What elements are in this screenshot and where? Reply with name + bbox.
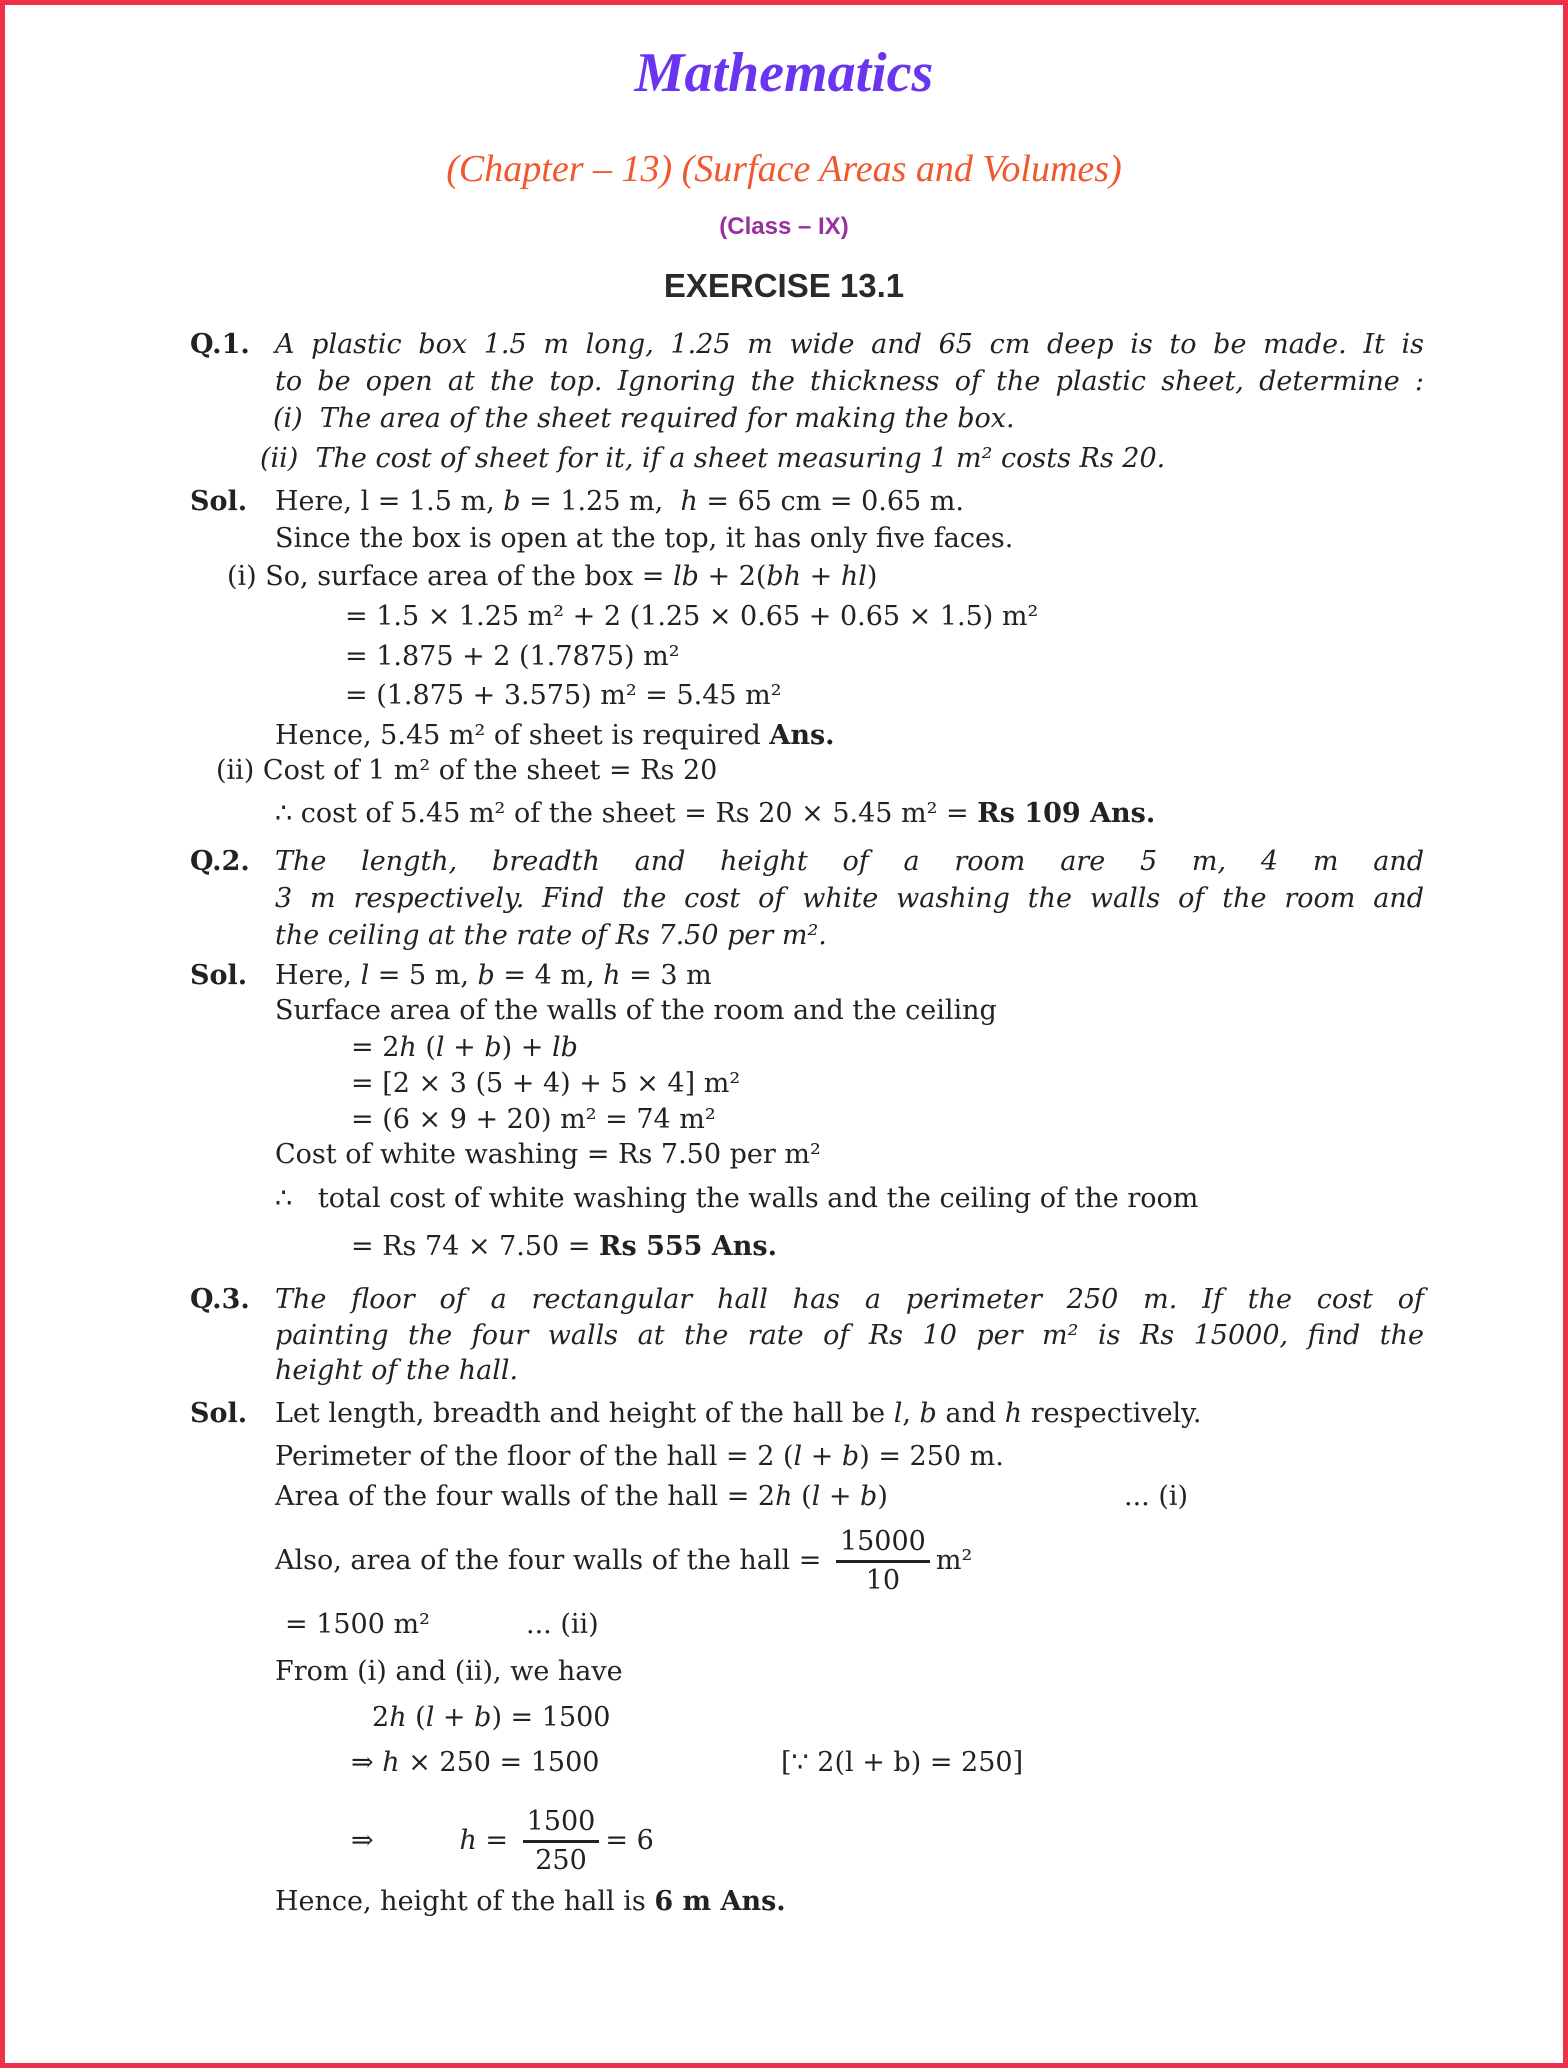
text-segment: ( bbox=[792, 1481, 812, 1512]
italic-text: lb bbox=[551, 1032, 578, 1063]
text-line bbox=[275, 992, 997, 1030]
italic-text: A plastic box 1.5 m long, 1.25 m wide and 65 cm deep is to be made. It is bbox=[275, 329, 1424, 360]
italic-text: h bbox=[1004, 1398, 1023, 1429]
italic-text: h bbox=[389, 1702, 407, 1733]
text-line bbox=[216, 752, 717, 790]
italic-text: l bbox=[435, 1032, 445, 1063]
text-line bbox=[260, 440, 1165, 478]
denominator: 10 bbox=[865, 1565, 901, 1596]
text-segment: Surface area of the walls of the room and the ceiling bbox=[275, 995, 997, 1026]
exercise-heading: EXERCISE 13.1 bbox=[663, 267, 905, 304]
text-segment: + 2( bbox=[698, 561, 767, 592]
text-segment: = 5 m, bbox=[369, 960, 478, 991]
text-segment: Also, area of the four walls of the hall = bbox=[275, 1545, 830, 1576]
text-segment: = (1.875 + 3.575) m² = 5.45 m² bbox=[345, 680, 782, 711]
fraction bbox=[836, 1524, 930, 1599]
text-line bbox=[275, 1438, 1004, 1476]
text-segment: ⇒ bbox=[351, 1825, 460, 1856]
text-segment: ) = 250 m. bbox=[859, 1441, 1004, 1472]
text-line bbox=[275, 1136, 821, 1174]
question-label: Q.3. bbox=[190, 1284, 250, 1315]
text-line bbox=[275, 843, 1424, 881]
text-segment: (ii) Cost of 1 m² of the sheet = Rs 20 bbox=[216, 755, 718, 786]
italic-text: b bbox=[484, 1032, 502, 1063]
answer-text: Rs 555 Ans. bbox=[599, 1231, 778, 1262]
text-line bbox=[345, 638, 680, 676]
text-line bbox=[345, 677, 782, 715]
text-line bbox=[285, 1606, 430, 1644]
italic-text: h bbox=[603, 960, 621, 991]
text-line bbox=[273, 400, 1015, 438]
class-label: (Class – IX) bbox=[719, 213, 849, 240]
italic-text: height of the hall. bbox=[275, 1355, 519, 1386]
italic-text: l bbox=[425, 1702, 435, 1733]
text-segment: ⇒ bbox=[351, 1747, 383, 1778]
text-segment: ) + bbox=[501, 1032, 552, 1063]
question-label: Q.1. bbox=[190, 329, 250, 360]
question-label: Q.2. bbox=[190, 846, 250, 877]
text-segment: , bbox=[902, 1398, 920, 1429]
italic-text: lb bbox=[672, 561, 699, 592]
answer-text: 6 m Ans. bbox=[654, 1886, 786, 1917]
text-segment: + bbox=[444, 1032, 485, 1063]
text-line bbox=[351, 1029, 578, 1067]
text-segment: + bbox=[434, 1702, 475, 1733]
text-segment: + bbox=[802, 1441, 842, 1472]
numerator: 1500 bbox=[523, 1804, 600, 1843]
denominator: 250 bbox=[535, 1845, 587, 1876]
text-segment: = Rs 74 × 7.50 = bbox=[351, 1231, 600, 1262]
text-segment: = 6 bbox=[605, 1825, 654, 1856]
italic-text: h bbox=[775, 1481, 793, 1512]
question-label: Sol. bbox=[190, 486, 248, 517]
text-line bbox=[227, 558, 877, 596]
equation-tag: [∵ 2(l + b) = 250] bbox=[781, 1747, 1024, 1778]
text-line bbox=[275, 1524, 972, 1599]
text-line bbox=[275, 1317, 1424, 1355]
text-segment: Perimeter of the floor of the hall = 2 ( bbox=[275, 1441, 794, 1472]
text-segment: ) = 1500 bbox=[491, 1702, 611, 1733]
italic-text: 3 m respectively. Find the cost of white washing the walls of the room and bbox=[275, 883, 1424, 914]
question-label: Sol. bbox=[190, 1398, 248, 1429]
text-segment: l bbox=[360, 486, 370, 517]
italic-text: (ii) The cost of sheet for it, if a sheet measuring 1 m² costs Rs 20. bbox=[260, 443, 1166, 474]
subject-title: Mathematics bbox=[634, 42, 934, 104]
text-segment: × 250 = 1500 bbox=[399, 1747, 600, 1778]
text-segment: = 4 m, bbox=[494, 960, 604, 991]
equation-tag: ... (i) bbox=[1124, 1481, 1189, 1512]
text-segment: + bbox=[820, 1481, 861, 1512]
italic-text: h bbox=[459, 1825, 477, 1856]
text-line bbox=[351, 1744, 599, 1782]
text-line bbox=[275, 717, 835, 755]
text-line bbox=[275, 1653, 623, 1691]
text-line bbox=[345, 598, 1038, 636]
text-segment: = 1.25 m, bbox=[520, 486, 681, 517]
question-label: Sol. bbox=[190, 960, 248, 991]
text-line bbox=[275, 917, 827, 955]
text-segment: Here, bbox=[275, 960, 361, 991]
text-line bbox=[275, 363, 1424, 401]
text-segment: Hence, height of the hall is bbox=[275, 1886, 655, 1917]
text-line bbox=[275, 520, 1013, 558]
italic-text: b bbox=[860, 1481, 878, 1512]
text-segment: = 3 m bbox=[620, 960, 712, 991]
text-line bbox=[275, 957, 712, 995]
italic-text: b bbox=[503, 486, 521, 517]
text-line bbox=[275, 795, 1155, 833]
text-line bbox=[275, 1395, 1201, 1433]
text-segment: Here, bbox=[275, 486, 361, 517]
italic-text: b bbox=[841, 1441, 860, 1472]
text-line bbox=[275, 483, 964, 521]
text-line bbox=[275, 326, 1424, 364]
equation-tag: ... (ii) bbox=[526, 1609, 599, 1640]
italic-text: painting the four walls at the rate of Rs 10 per m² is Rs 15000, find the bbox=[275, 1320, 1424, 1351]
italic-text: h bbox=[382, 1747, 400, 1778]
text-segment: ∴ total cost of white washing the walls and the ceiling of the room bbox=[275, 1183, 1199, 1214]
text-segment: (i) So, surface area of the box = bbox=[227, 561, 673, 592]
text-segment: ( bbox=[406, 1702, 426, 1733]
text-segment: 2 bbox=[372, 1702, 390, 1733]
numerator: 15000 bbox=[836, 1524, 930, 1563]
text-line bbox=[275, 1478, 888, 1516]
text-segment: ∴ cost of 5.45 m² of the sheet = Rs 20 × 5.45 m² = bbox=[275, 798, 978, 829]
italic-text: (i) The area of the sheet required for making the box. bbox=[273, 403, 1015, 434]
italic-text: b bbox=[919, 1398, 937, 1429]
italic-text: h bbox=[680, 486, 698, 517]
italic-text: bh bbox=[766, 561, 802, 592]
text-segment: ) bbox=[866, 561, 878, 592]
text-line bbox=[351, 1065, 740, 1103]
italic-text: hl bbox=[840, 561, 867, 592]
italic-text: The floor of a rectangular hall has a perimeter 250 m. If the cost of bbox=[275, 1284, 1424, 1315]
italic-text: h bbox=[399, 1032, 417, 1063]
text-segment: From (i) and (ii), we have bbox=[275, 1656, 623, 1687]
text-segment: respectively. bbox=[1022, 1398, 1202, 1429]
text-segment: + bbox=[801, 561, 841, 592]
answer-text: Rs 109 Ans. bbox=[977, 798, 1156, 829]
chapter-title: (Chapter – 13) (Surface Areas and Volumes) bbox=[446, 148, 1122, 190]
italic-text: The length, breadth and height of a room are 5 m, 4 m and bbox=[275, 846, 1424, 877]
text-segment: = 1500 m² bbox=[285, 1609, 430, 1640]
text-segment: and bbox=[936, 1398, 1005, 1429]
text-segment: Let length, breadth and height of the hall be bbox=[275, 1398, 894, 1429]
text-segment: Hence, 5.45 m² of sheet is required bbox=[275, 720, 770, 751]
text-segment: = 1.875 + 2 (1.7875) m² bbox=[345, 641, 680, 672]
text-segment: = 2 bbox=[351, 1032, 400, 1063]
text-line bbox=[351, 1101, 716, 1139]
italic-text: b bbox=[474, 1702, 492, 1733]
fraction bbox=[523, 1804, 600, 1879]
text-line bbox=[275, 1352, 518, 1390]
text-segment: = 1.5 × 1.25 m² + 2 (1.25 × 0.65 + 0.65 × 1.5) m² bbox=[345, 601, 1039, 632]
text-segment: = [2 × 3 (5 + 4) + 5 × 4] m² bbox=[351, 1068, 741, 1099]
text-line bbox=[372, 1699, 610, 1737]
italic-text: l bbox=[360, 960, 370, 991]
answer-text: Ans. bbox=[769, 720, 835, 751]
italic-text: l bbox=[793, 1441, 803, 1472]
italic-text: the ceiling at the rate of Rs 7.50 per m². bbox=[275, 920, 827, 951]
text-segment: ( bbox=[416, 1032, 436, 1063]
text-segment: Area of the four walls of the hall = 2 bbox=[275, 1481, 776, 1512]
text-segment: = 1.5 m, bbox=[369, 486, 504, 517]
text-segment: ) bbox=[877, 1481, 888, 1512]
italic-text: to be open at the top. Ignoring the thickness of the plastic sheet, determine : bbox=[275, 366, 1424, 397]
text-segment: m² bbox=[935, 1545, 973, 1576]
text-line bbox=[275, 1883, 786, 1921]
text-segment: = (6 × 9 + 20) m² = 74 m² bbox=[351, 1104, 716, 1135]
text-segment: = bbox=[476, 1825, 517, 1856]
text-line bbox=[275, 880, 1424, 918]
text-segment: = 65 cm = 0.65 m. bbox=[697, 486, 964, 517]
text-line bbox=[275, 1281, 1424, 1319]
italic-text: l bbox=[811, 1481, 821, 1512]
text-segment: Cost of white washing = Rs 7.50 per m² bbox=[275, 1139, 821, 1170]
text-line bbox=[351, 1804, 654, 1879]
italic-text: l bbox=[893, 1398, 903, 1429]
text-line bbox=[351, 1228, 777, 1266]
italic-text: b bbox=[477, 960, 495, 991]
text-segment: Since the box is open at the top, it has only five faces. bbox=[275, 523, 1014, 554]
text-line bbox=[275, 1180, 1198, 1218]
